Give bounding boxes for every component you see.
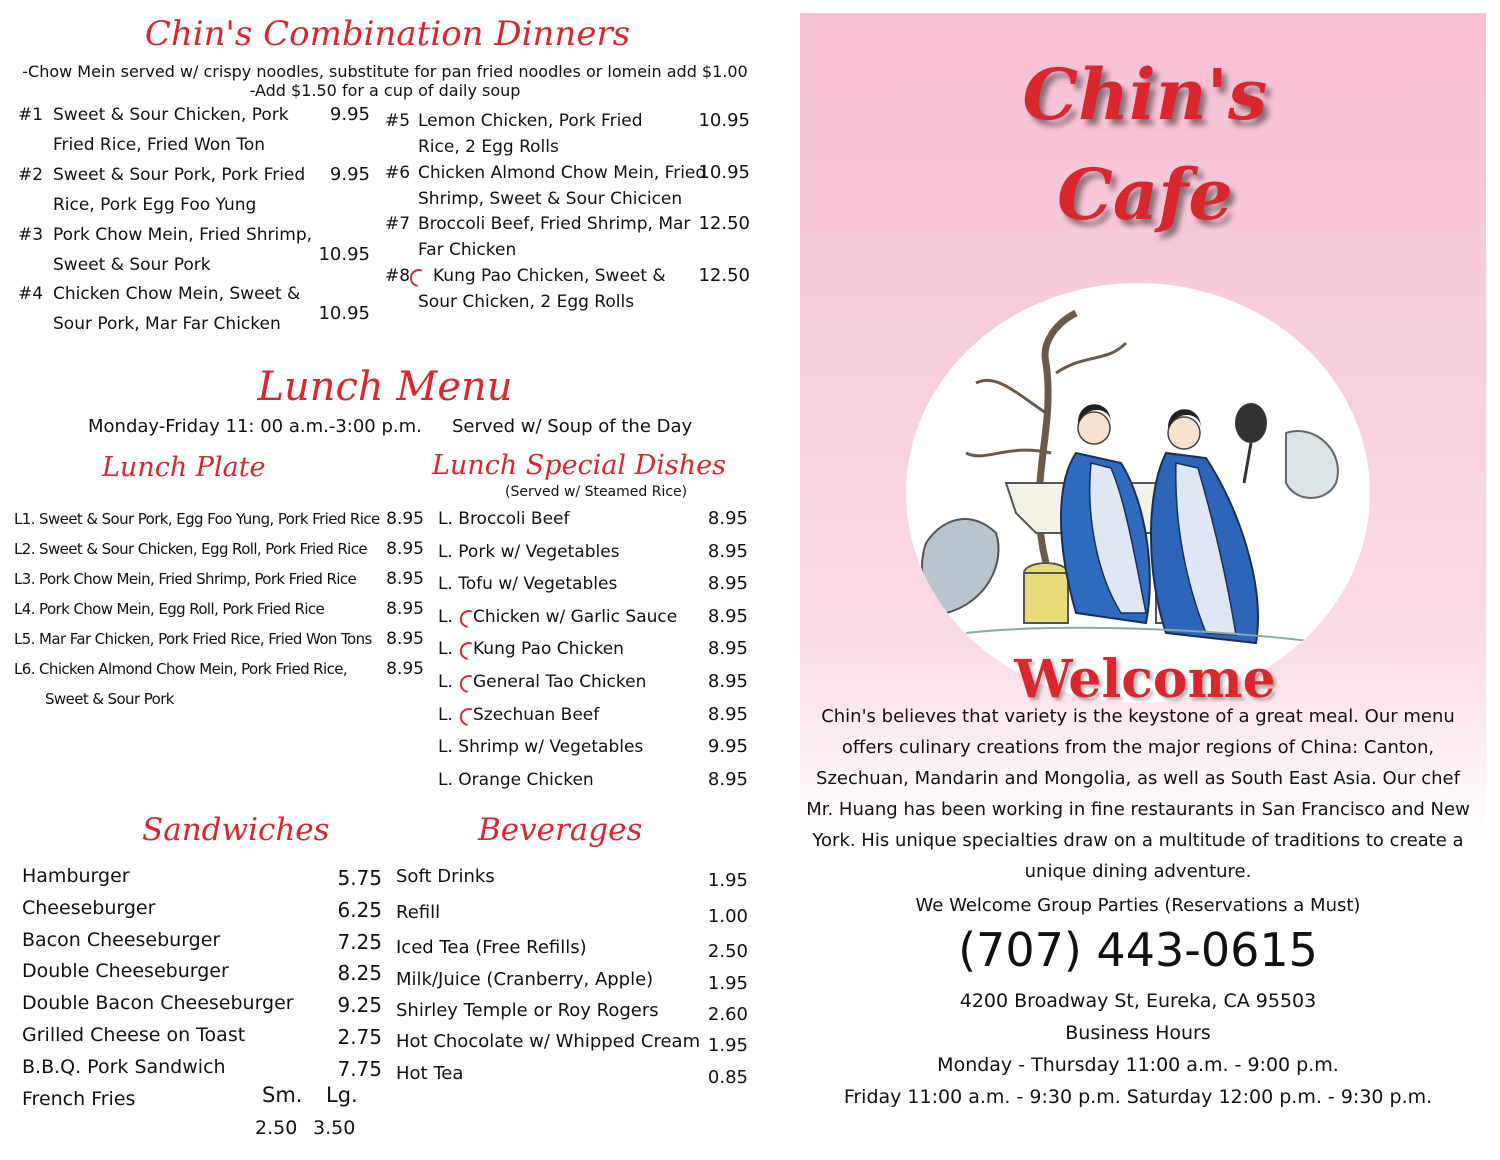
combo-price: 12.50 bbox=[698, 213, 750, 234]
combo-number: #2 bbox=[18, 165, 44, 185]
combo-item-line-2: Fried Rice, Fried Won Ton bbox=[53, 135, 266, 155]
sandwich-name: Grilled Cheese on Toast bbox=[22, 1024, 246, 1046]
combo-price: 9.95 bbox=[329, 164, 370, 185]
about-line: Mr. Huang has been working in fine restaurants in San Francisco and New bbox=[806, 799, 1470, 820]
chili-icon bbox=[458, 608, 472, 628]
lunch-plate-name: L3. Pork Chow Mein, Fried Shrimp, Pork Fried Rice bbox=[14, 570, 357, 588]
sandwich-price: 8.25 bbox=[337, 961, 382, 986]
lunch-special-price: 8.95 bbox=[707, 638, 748, 660]
lunch-plate-price: 8.95 bbox=[386, 569, 424, 589]
beverage-price: 2.60 bbox=[707, 1004, 748, 1025]
sandwich-price: 7.75 bbox=[337, 1056, 382, 1081]
combo-item-line-2: Sweet & Sour Pork bbox=[53, 255, 211, 275]
business-hours-title: Business Hours bbox=[1065, 1022, 1211, 1044]
lunch-special-name: L. Tofu w/ Vegetables bbox=[438, 574, 618, 595]
sandwiches-title: Sandwiches bbox=[142, 812, 330, 848]
combo-price: 10.95 bbox=[318, 244, 370, 265]
beverage-name: Shirley Temple or Roy Rogers bbox=[396, 1000, 659, 1021]
fries-small-label: Sm. bbox=[262, 1083, 303, 1107]
combo-item-line-1: Pork Chow Mein, Fried Shrimp, bbox=[53, 225, 313, 245]
lunch-hours: Monday-Friday 11: 00 a.m.-3:00 p.m. bbox=[88, 416, 422, 437]
combo-price: 10.95 bbox=[698, 110, 750, 131]
lunch-plate-title: Lunch Plate bbox=[102, 452, 266, 483]
lunch-special-price: 8.95 bbox=[707, 671, 748, 692]
sandwich-price: 9.25 bbox=[337, 993, 382, 1018]
combo-item-line-2: Sour Chicken, 2 Egg Rolls bbox=[418, 292, 635, 312]
combo-item-line-2: Sour Pork, Mar Far Chicken bbox=[53, 314, 281, 334]
lunch-plate-l6-continued: Sweet & Sour Pork bbox=[45, 690, 174, 708]
combo-price: 9.95 bbox=[329, 104, 370, 125]
combo-item-line-1: Chicken Chow Mein, Sweet & bbox=[53, 284, 301, 304]
hours-weekday: Monday - Thursday 11:00 a.m. - 9:00 p.m. bbox=[937, 1054, 1339, 1076]
hours-weekend: Friday 11:00 a.m. - 9:30 p.m. Saturday 12:00 p.m. - 9:30 p.m. bbox=[843, 1086, 1433, 1108]
lunch-special-prefix: L. bbox=[438, 606, 453, 627]
lunch-special-title: Lunch Special Dishes bbox=[432, 450, 726, 481]
combination-note-1: -Chow Mein served w/ crispy noodles, substitute for pan fried noodles or lomein add $1.00 bbox=[22, 62, 748, 81]
lunch-plate-price: 8.95 bbox=[386, 599, 424, 619]
lunch-plate-name: L5. Mar Far Chicken, Pork Fried Rice, Fried Won Tons bbox=[14, 630, 372, 648]
beverage-name: Iced Tea (Free Refills) bbox=[396, 937, 587, 958]
beverage-price: 0.85 bbox=[707, 1067, 748, 1088]
combo-number: #6 bbox=[385, 163, 411, 183]
chili-icon bbox=[458, 706, 472, 726]
lunch-special-price: 8.95 bbox=[707, 508, 748, 529]
combo-number: #5 bbox=[385, 111, 411, 131]
sandwich-name: Bacon Cheeseburger bbox=[22, 928, 221, 951]
about-line: York. His unique specialties draw on a multitude of traditions to create a bbox=[812, 830, 1464, 851]
about-line: Szechuan, Mandarin and Mongolia, as well as South East Asia. Our chef bbox=[816, 768, 1460, 789]
combo-item-line-2: Far Chicken bbox=[418, 240, 517, 260]
combination-title: Chin's Combination Dinners bbox=[144, 14, 631, 54]
lunch-special-price: 8.95 bbox=[707, 768, 748, 790]
lunch-special-subtitle: (Served w/ Steamed Rice) bbox=[505, 484, 688, 500]
lunch-special-name: Chicken w/ Garlic Sauce bbox=[473, 606, 678, 627]
combo-price: 12.50 bbox=[698, 265, 750, 286]
beverage-price: 1.95 bbox=[707, 973, 748, 994]
sandwich-name: Double Cheeseburger bbox=[22, 960, 229, 983]
about-line: Chin's believes that variety is the keystone of a great meal. Our menu bbox=[821, 706, 1455, 727]
lunch-special-prefix: L. bbox=[438, 672, 453, 692]
combo-number: #1 bbox=[18, 105, 44, 125]
welcome-heading: Welcome bbox=[1014, 649, 1276, 710]
combo-number: #3 bbox=[18, 225, 44, 245]
lunch-plate-price: 8.95 bbox=[386, 659, 424, 679]
beverage-price: 1.95 bbox=[707, 1035, 748, 1056]
about-line: offers culinary creations from the major regions of China: Canton, bbox=[841, 737, 1435, 758]
beverage-name: Hot Chocolate w/ Whipped Cream bbox=[396, 1031, 701, 1052]
cafe-name-line-2: Cafe bbox=[1057, 153, 1233, 236]
beverage-name: Hot Tea bbox=[396, 1063, 464, 1084]
combo-number: #4 bbox=[18, 284, 44, 304]
ladies-garden-illustration bbox=[906, 283, 1370, 703]
combo-item-line-1: Kung Pao Chicken, Sweet & bbox=[433, 266, 666, 286]
combo-item-line-2: Rice, Pork Egg Foo Yung bbox=[53, 195, 257, 215]
beverage-name: Refill bbox=[396, 902, 441, 923]
chili-icon bbox=[458, 673, 472, 693]
lunch-special-name: Szechuan Beef bbox=[473, 704, 600, 725]
lunch-special-price: 9.95 bbox=[707, 736, 748, 758]
lunch-special-prefix: L. bbox=[438, 639, 453, 660]
lunch-plate-price: 8.95 bbox=[386, 539, 424, 559]
combo-item-line-2: Rice, 2 Egg Rolls bbox=[418, 137, 559, 157]
beverage-price: 2.50 bbox=[707, 941, 748, 962]
lunch-special-price: 8.95 bbox=[707, 540, 748, 562]
combo-item-line-1: Lemon Chicken, Pork Fried bbox=[418, 111, 643, 131]
address: 4200 Broadway St, Eureka, CA 95503 bbox=[959, 990, 1317, 1012]
fries-small-price: 2.50 bbox=[255, 1117, 298, 1139]
lunch-special-price: 8.95 bbox=[707, 573, 748, 595]
fries-large-label: Lg. bbox=[326, 1083, 358, 1107]
combination-note-2: -Add $1.50 for a cup of daily soup bbox=[249, 81, 521, 100]
sandwich-name: Double Bacon Cheeseburger bbox=[22, 992, 294, 1015]
combo-price: 10.95 bbox=[318, 303, 370, 324]
lunch-special-name: L. Pork w/ Vegetables bbox=[438, 541, 620, 562]
cafe-name-line-1: Chin's bbox=[1022, 53, 1268, 136]
beverages-title: Beverages bbox=[478, 812, 643, 848]
combo-item-line-1: Sweet & Sour Pork, Pork Fried bbox=[53, 165, 306, 185]
combo-number: #8 bbox=[385, 266, 411, 286]
combo-item-line-1: Chicken Almond Chow Mein, Fried bbox=[418, 163, 707, 183]
sandwich-name: B.B.Q. Pork Sandwich bbox=[22, 1055, 226, 1078]
beverage-price: 1.95 bbox=[707, 870, 748, 891]
sandwich-name: Cheeseburger bbox=[22, 896, 156, 919]
lunch-plate-price: 8.95 bbox=[386, 509, 424, 529]
beverage-name: Soft Drinks bbox=[396, 866, 495, 887]
combo-item-line-2: Shrimp, Sweet & Sour Chicicen bbox=[418, 189, 683, 209]
lunch-title: Lunch Menu bbox=[257, 364, 513, 410]
sandwich-price: 7.25 bbox=[337, 929, 382, 954]
cover-panel bbox=[800, 13, 1486, 1160]
illustration-circle bbox=[906, 283, 1370, 703]
lunch-plate-name: L6. Chicken Almond Chow Mein, Pork Fried Rice, bbox=[14, 660, 348, 678]
phone-number: (707) 443-0615 bbox=[958, 923, 1318, 977]
lunch-plate-name: L1. Sweet & Sour Pork, Egg Foo Yung, Pork Fried Rice bbox=[14, 510, 380, 528]
sandwich-price: 6.25 bbox=[337, 897, 382, 922]
lunch-special-price: 8.95 bbox=[707, 605, 748, 627]
lunch-special-name: L. Shrimp w/ Vegetables bbox=[438, 737, 644, 758]
combo-price: 10.95 bbox=[698, 162, 750, 183]
fries-large-price: 3.50 bbox=[313, 1117, 356, 1139]
lunch-special-prefix: L. bbox=[438, 704, 453, 725]
about-line: unique dining adventure. bbox=[1024, 861, 1252, 882]
lunch-special-name: L. Broccoli Beef bbox=[438, 509, 570, 529]
combo-item-line-1: Broccoli Beef, Fried Shrimp, Mar bbox=[418, 214, 691, 234]
lunch-special-name: Kung Pao Chicken bbox=[473, 639, 624, 660]
beverage-price: 1.00 bbox=[707, 906, 748, 927]
lunch-soup: Served w/ Soup of the Day bbox=[452, 416, 693, 437]
french-fries-name: French Fries bbox=[22, 1088, 136, 1110]
lunch-plate-name: L4. Pork Chow Mein, Egg Roll, Pork Fried Rice bbox=[14, 600, 325, 618]
lunch-special-price: 8.95 bbox=[707, 703, 748, 725]
lunch-special-name: General Tao Chicken bbox=[473, 672, 647, 692]
sandwich-price: 2.75 bbox=[337, 1025, 382, 1049]
sandwich-price: 5.75 bbox=[337, 866, 382, 890]
lunch-plate-name: L2. Sweet & Sour Chicken, Egg Roll, Pork Fried Rice bbox=[14, 540, 368, 558]
group-parties: We Welcome Group Parties (Reservations a Must) bbox=[915, 895, 1361, 916]
combo-number: #7 bbox=[385, 214, 411, 234]
sandwich-name: Hamburger bbox=[22, 865, 130, 887]
chili-icon bbox=[458, 640, 472, 660]
lunch-plate-price: 8.95 bbox=[386, 629, 424, 649]
combo-item-line-1: Sweet & Sour Chicken, Pork bbox=[53, 105, 289, 125]
lunch-special-name: L. Orange Chicken bbox=[438, 769, 594, 790]
beverage-name: Milk/Juice (Cranberry, Apple) bbox=[396, 969, 654, 990]
